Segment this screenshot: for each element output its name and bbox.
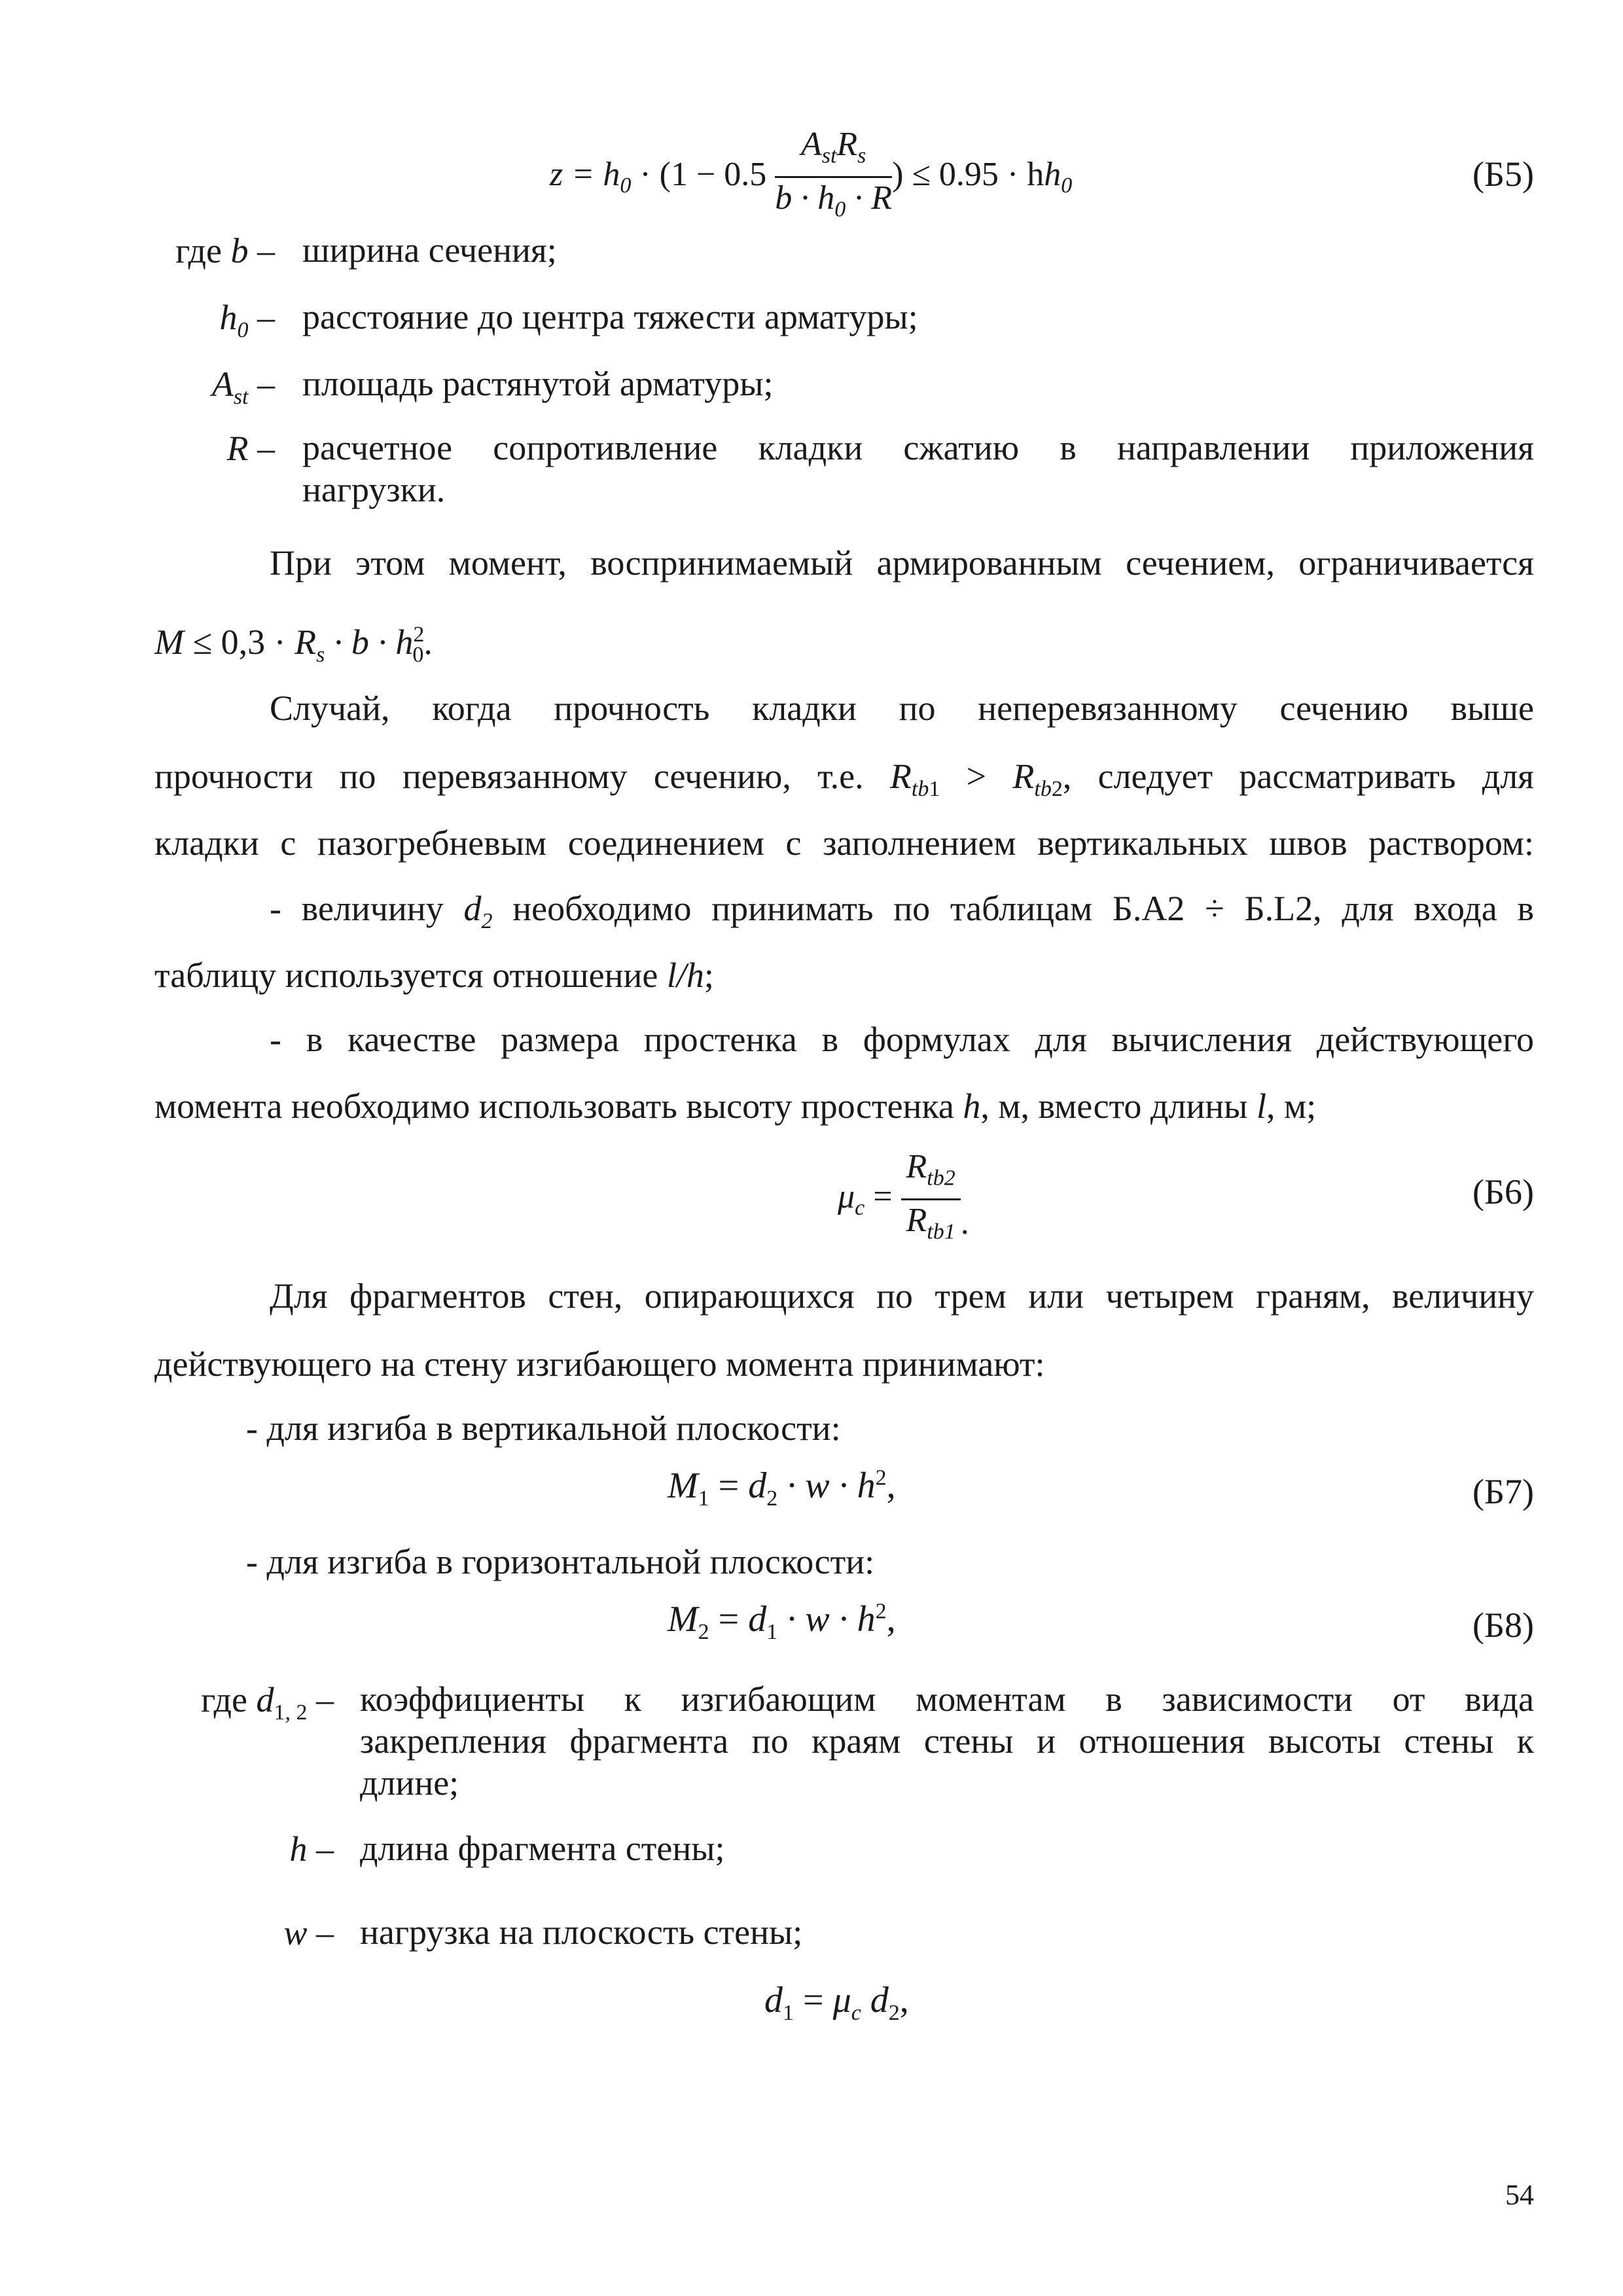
equation-number-b6: (Б6) [1472, 1172, 1534, 1211]
para3-line2: действующего на стену изгибающего момента принимают: [154, 1344, 1045, 1384]
bullet1-line2: таблицу используется отношение l/h; [154, 956, 714, 995]
para2-line3: кладки с пазогребневым соединением с заполнением вертикальных швов раствором: [154, 823, 1534, 863]
equation-number-b5: (Б5) [1472, 154, 1534, 194]
def-text-d12-line1: коэффициенты к изгибающим моментам в зависимости от вида [360, 1679, 1534, 1719]
para2-line1: Случай, когда прочность кладки по неперевязанному сечению выше [270, 689, 1534, 728]
def-symbol-ast: $A_{st}$ – [211, 365, 275, 409]
fraction: $\frac{A_{st}R_s}{b \cdot h_0 \cdot R}$ [775, 126, 893, 222]
equation-d1: $d_1 = \mu_c$ $d_2$, [764, 1980, 909, 2026]
fraction: $\frac{R_{tb2}}{R_{tb1}}$ [901, 1147, 961, 1253]
def-symbol-h0: $h_0$ – [219, 298, 275, 342]
para1-line1: При этом момент, воспринимаемый армированным сечением, ограничивается [270, 543, 1534, 583]
para2-line2: прочности по перевязанному сечению, т.е. $R_{tb1} > R_{tb2}$, следует рассматривать для [154, 757, 1534, 801]
equation-b8: $M_2 = d_1 \cdot w \cdot h^2$, [668, 1599, 896, 1645]
bullet2-line1: - в качестве размера простенка в формулах для вычисления действующего [270, 1020, 1534, 1059]
def-text-d12-line3: длине; [360, 1763, 459, 1803]
def-symbol-d12: где $d_{1, 2}$ – [201, 1680, 334, 1725]
equation-b5: $z = h_0 \cdot (1 - 0.5$ $\frac{A_{st}R_s}{b \cdot h_0 \cdot R}$ ) ≤ $0.95 \cdot hh_0$ [550, 124, 1072, 230]
def-text-d12-line2: закрепления фрагмента по краям стены и отношения высоты стены к [360, 1721, 1534, 1761]
def-symbol-b: где b – [175, 231, 275, 270]
bullet2-line2: момента необходимо использовать высоту простенка h, м, вместо длины l, м; [154, 1086, 1317, 1126]
def-symbol-w: w – [283, 1913, 334, 1952]
equation-number-b8: (Б8) [1472, 1605, 1534, 1645]
item-horizontal: - для изгиба в горизонтальной плоскости: [246, 1542, 875, 1581]
para1-line2: $M \le 0,3 \cdot R_s \cdot b \cdot h^2_0$. [154, 622, 433, 667]
def-text-h0: расстояние до центра тяжести арматуры; [302, 297, 918, 336]
def-symbol-r: R – [226, 429, 275, 468]
para3-line1: Для фрагментов стен, опирающихся по трем или четырем граням, величину [270, 1276, 1534, 1316]
page-number: 54 [1505, 2179, 1534, 2211]
def-symbol-h: h – [289, 1829, 334, 1869]
equation-b6: $\mu_c$ = $\frac{R_{tb2}}{R_{tb1}}$ . [838, 1147, 969, 1253]
def-text-r-line1: расчетное сопротивление кладки сжатию в направлении приложения [302, 428, 1534, 467]
equation-number-b7: (Б7) [1472, 1472, 1534, 1511]
bullet1-line1: - величину $d_2$ необходимо принимать по таблицам Б.А2 ÷ Б.L2, для входа в [270, 889, 1534, 933]
def-text-w: нагрузка на плоскость стены; [360, 1912, 803, 1952]
item-vertical: - для изгиба в вертикальной плоскости: [246, 1408, 841, 1448]
equation-b7: $M_1 = d_2 \cdot w \cdot h^2$, [668, 1465, 896, 1511]
def-text-h: длина фрагмента стены; [360, 1829, 725, 1868]
def-text-b: ширина сечения; [302, 230, 557, 270]
def-text-r-line2: нагрузки. [302, 470, 446, 509]
def-text-ast: площадь растянутой арматуры; [302, 364, 774, 403]
